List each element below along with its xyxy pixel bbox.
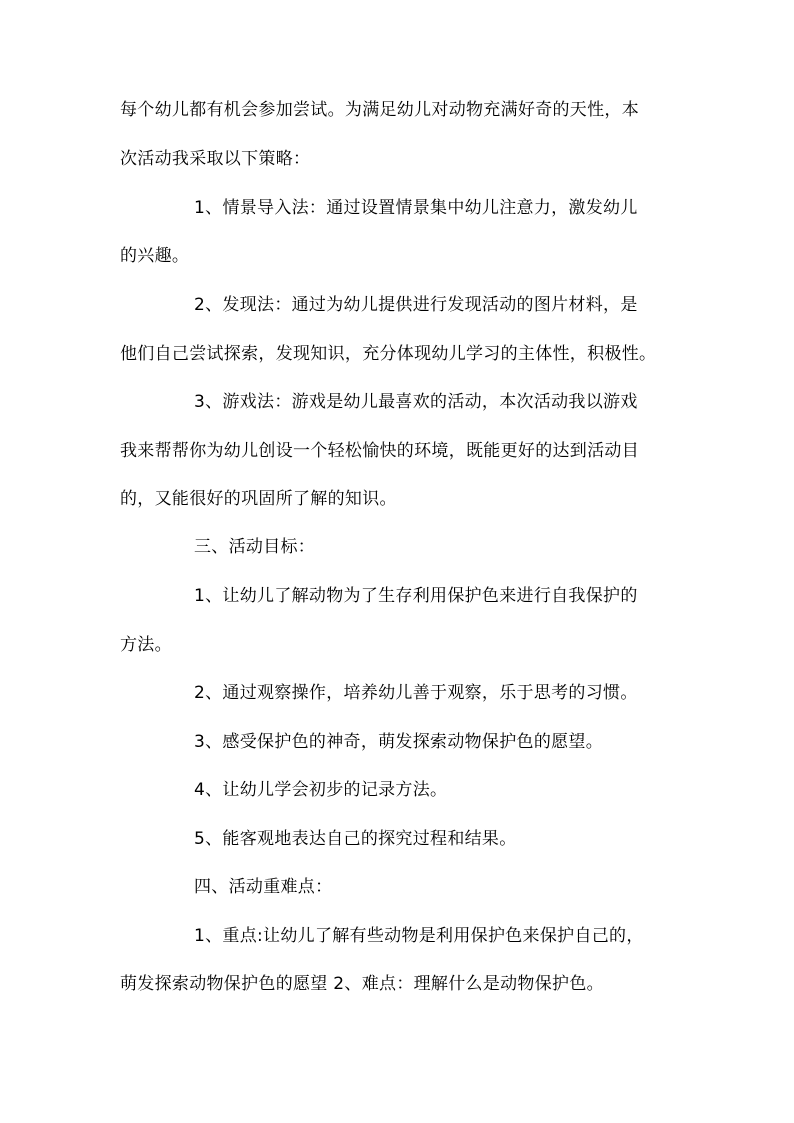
list-item: 4、让幼儿学会初步的记录方法。 — [194, 780, 448, 800]
list-item: 5、能客观地表达自己的探究过程和结果。 — [194, 829, 517, 849]
list-item: 2、通过观察操作，培养幼儿善于观察，乐于思考的习惯。 — [194, 683, 638, 703]
list-item: 3、游戏法：游戏是幼儿最喜欢的活动，本次活动我以游戏 — [194, 392, 638, 412]
text-line: 他们自己尝试探索，发现知识，充分体现幼儿学习的主体性，积极性。 — [120, 344, 657, 364]
list-item: 3、感受保护色的神奇，萌发探索动物保护色的愿望。 — [194, 732, 604, 752]
list-item: 2、发现法：通过为幼儿提供进行发现活动的图片材料，是 — [194, 295, 638, 315]
list-item: 1、情景导入法：通过设置情景集中幼儿注意力，激发幼儿 — [194, 198, 638, 218]
section-heading: 四、活动重难点： — [194, 877, 333, 897]
list-item: 1、重点:让幼儿了解有些动物是利用保护色来保护自己的， — [194, 926, 644, 946]
text-line: 的，又能很好的巩固所了解的知识。 — [120, 489, 397, 509]
text-line: 我来帮帮你为幼儿创设一个轻松愉快的环境，既能更好的达到活动目 — [120, 441, 639, 461]
text-line: 萌发探索动物保护色的愿望 2、难点：理解什么是动物保护色。 — [120, 974, 604, 994]
text-line: 的兴趣。 — [120, 246, 190, 266]
text-line: 每个幼儿都有机会参加尝试。为满足幼儿对动物充满好奇的天性，本 — [120, 100, 639, 120]
text-line: 次活动我采取以下策略： — [120, 149, 311, 169]
list-item: 1、让幼儿了解动物为了生存利用保护色来进行自我保护的 — [194, 586, 638, 606]
text-line: 方法。 — [120, 635, 172, 655]
section-heading: 三、活动目标： — [194, 537, 316, 557]
